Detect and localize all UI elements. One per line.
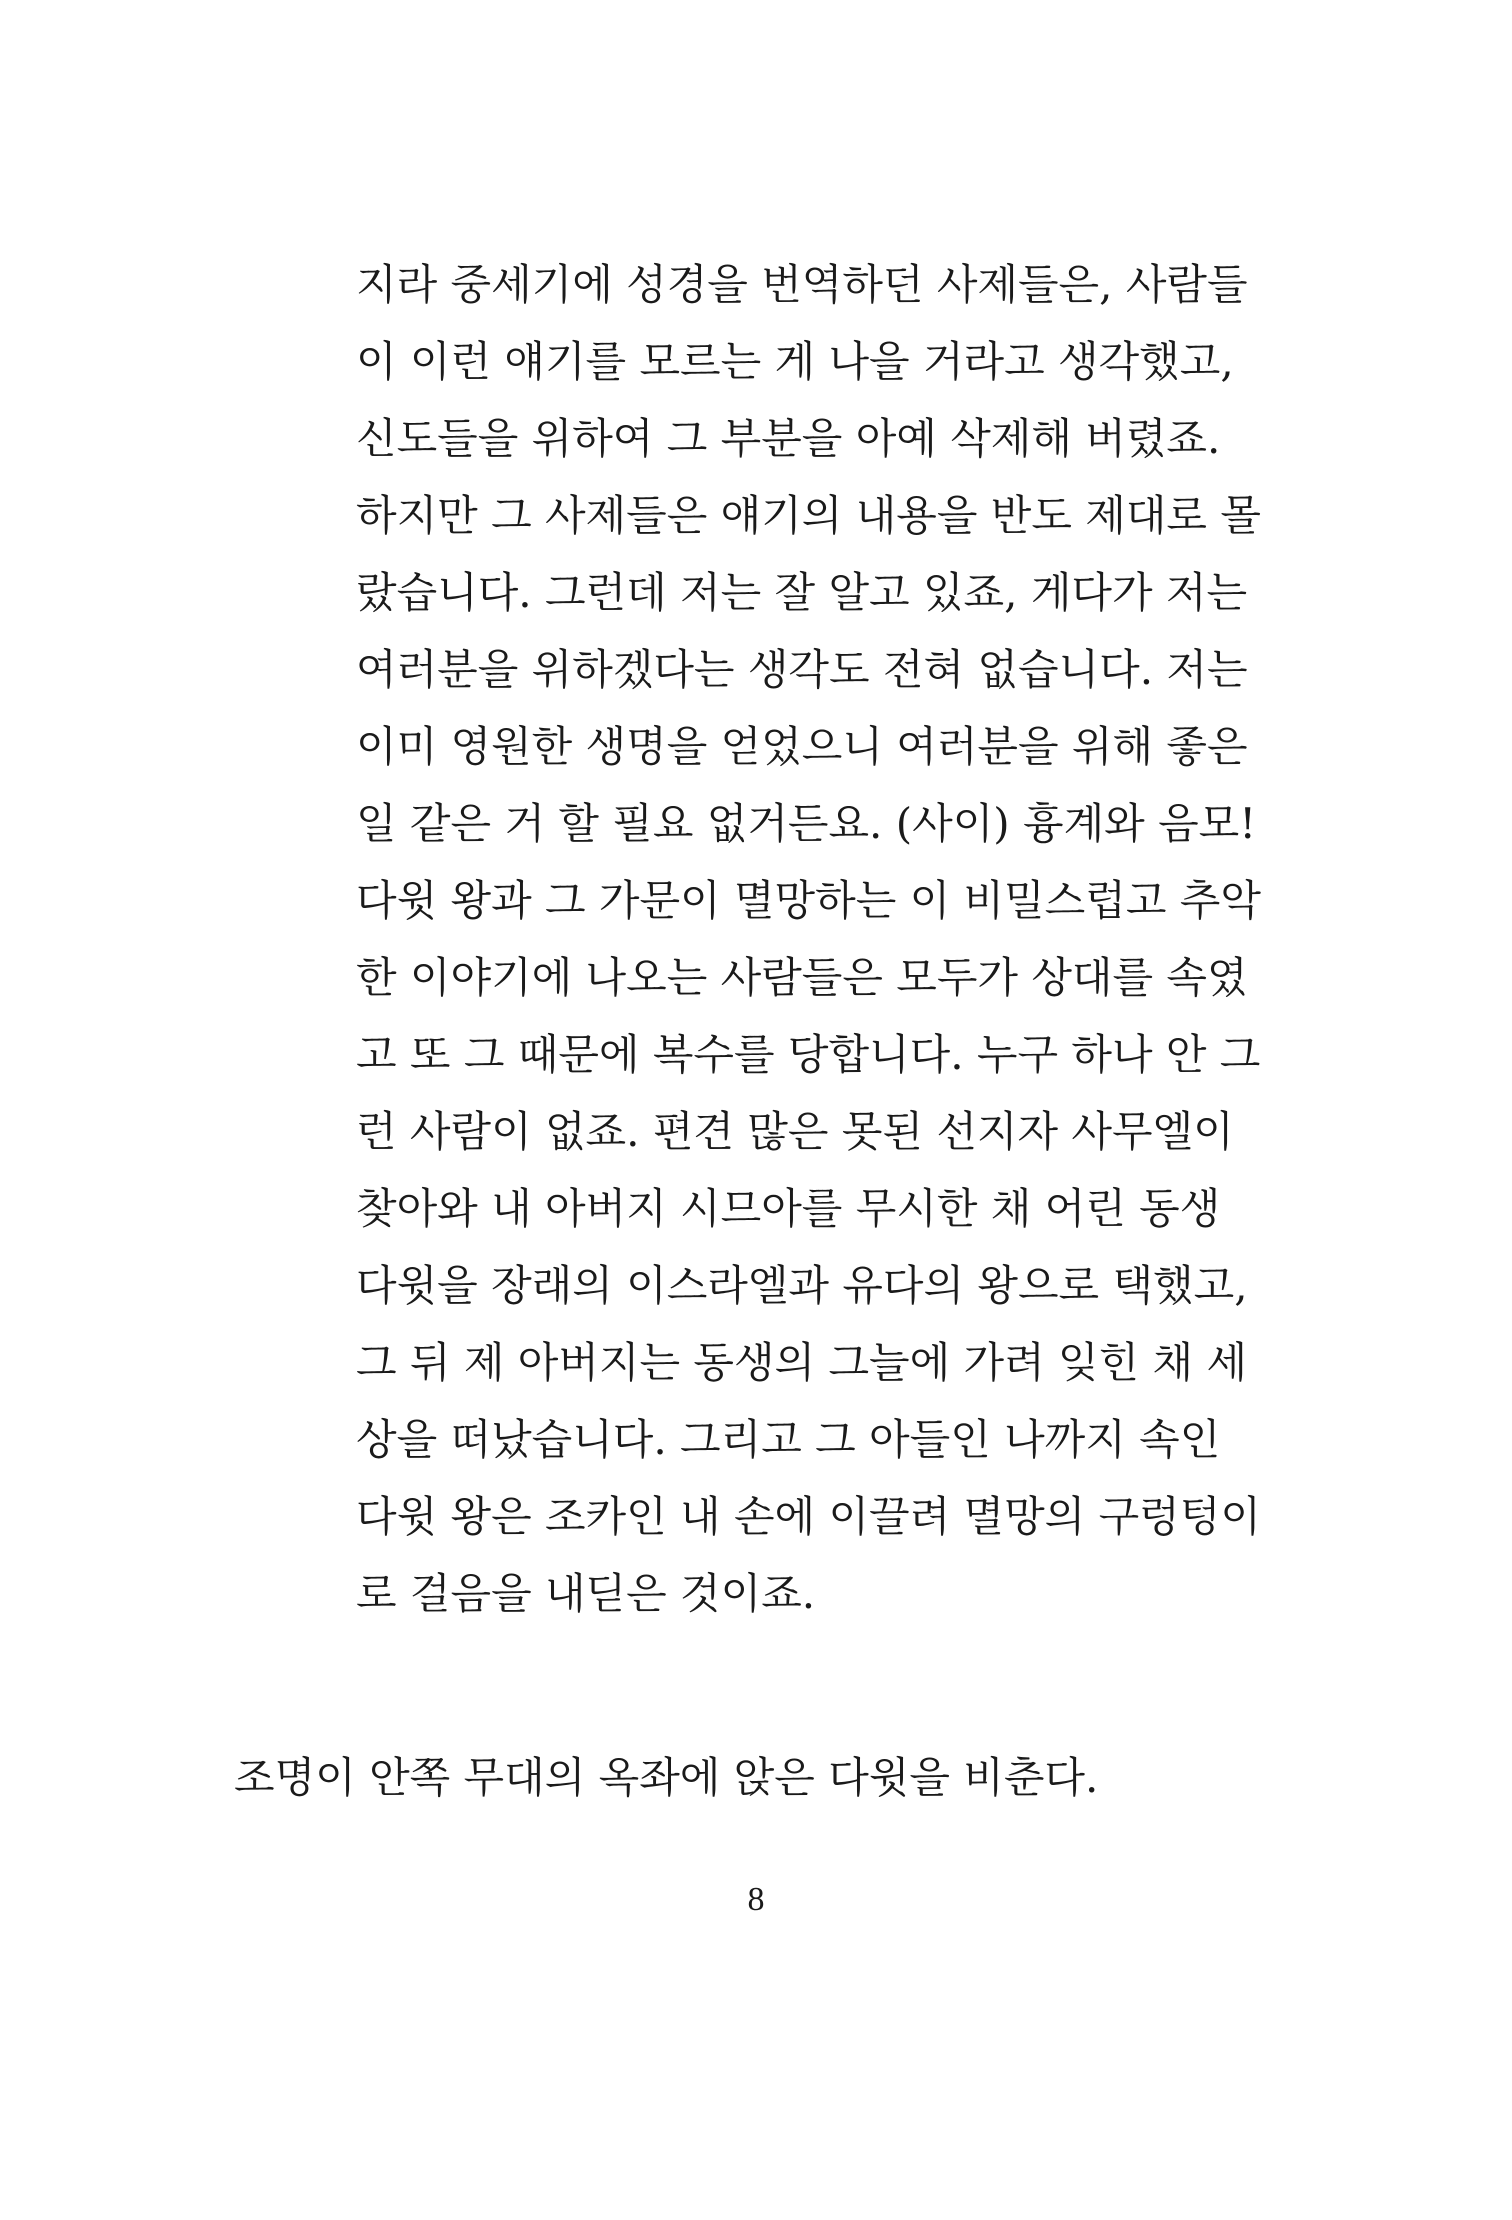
- stage-direction: 조명이 안쪽 무대의 옥좌에 앉은 다윗을 비춘다.: [234, 1753, 1099, 1802]
- text-line: 다윗 왕과 그 가문이 멸망하는 이 비밀스럽고 추악: [356, 876, 1261, 925]
- text-line: 런 사람이 없죠. 편견 많은 못된 선지자 사무엘이: [356, 1107, 1234, 1156]
- text-line: 찾아와 내 아버지 시므아를 무시한 채 어린 동생: [356, 1184, 1221, 1233]
- text-line: 그 뒤 제 아버지는 동생의 그늘에 가려 잊힌 채 세: [356, 1338, 1248, 1387]
- text-line: 여러분을 위하겠다는 생각도 전혀 없습니다. 저는: [356, 645, 1248, 694]
- text-line: 랐습니다. 그런데 저는 잘 알고 있죠, 게다가 저는: [356, 568, 1248, 617]
- monologue-paragraph: [356, 246, 1261, 1632]
- text-line: 한 이야기에 나오는 사람들은 모두가 상대를 속였: [356, 953, 1248, 1002]
- text-line: 하지만 그 사제들은 얘기의 내용을 반도 제대로 몰: [356, 491, 1261, 540]
- text-line: 상을 떠났습니다. 그리고 그 아들인 나까지 속인: [356, 1415, 1221, 1464]
- text-line: 로 걸음을 내딛은 것이죠.: [356, 1569, 816, 1618]
- text-line: 일 같은 거 할 필요 없거든요. (사이) 흉계와 음모!: [356, 799, 1257, 848]
- text-line: 이미 영원한 생명을 얻었으니 여러분을 위해 좋은: [356, 722, 1248, 771]
- text-line: 고 또 그 때문에 복수를 당합니다. 누구 하나 안 그: [356, 1030, 1261, 1079]
- text-line: 다윗 왕은 조카인 내 손에 이끌려 멸망의 구렁텅이: [356, 1492, 1261, 1541]
- text-line: 다윗을 장래의 이스라엘과 유다의 왕으로 택했고,: [356, 1261, 1248, 1310]
- text-line: 이 이런 얘기를 모르는 게 나을 거라고 생각했고,: [356, 337, 1234, 386]
- page-number: 8: [747, 1881, 765, 1918]
- text-line: 지라 중세기에 성경을 번역하던 사제들은, 사람들: [356, 260, 1248, 309]
- text-line: 신도들을 위하여 그 부분을 아예 삭제해 버렸죠.: [356, 414, 1221, 463]
